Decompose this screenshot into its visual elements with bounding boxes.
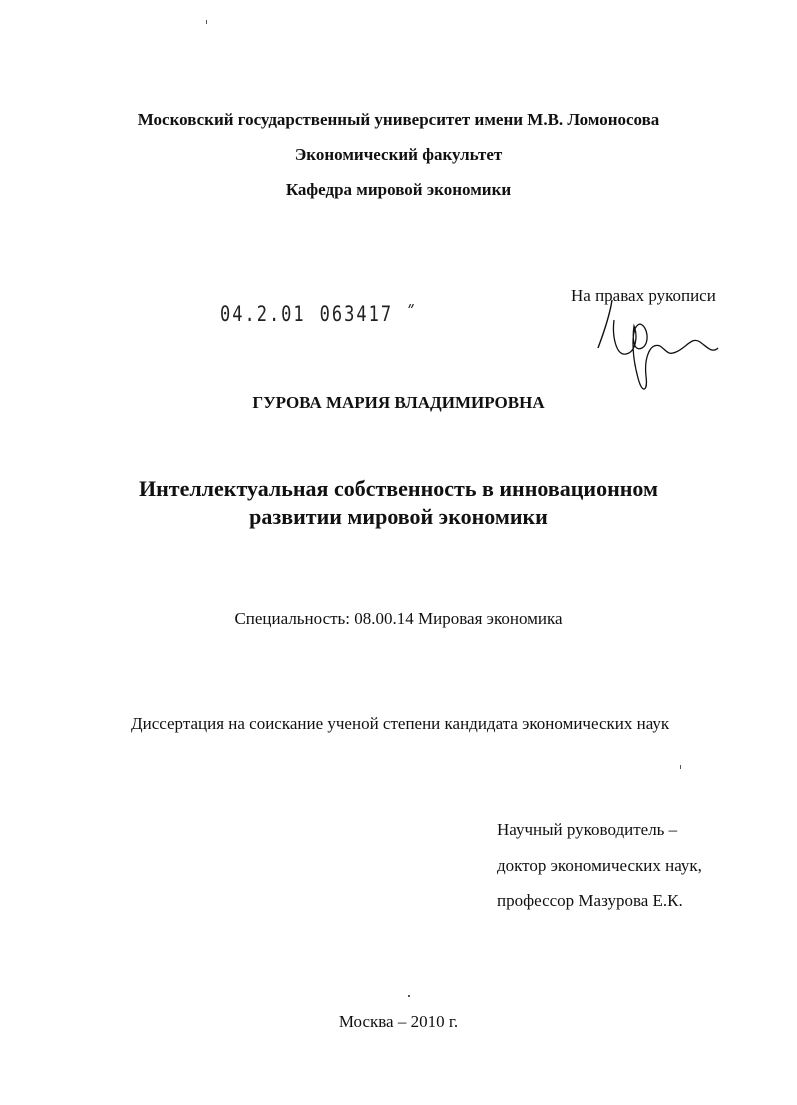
supervisor-name: профессор Мазурова Е.К. — [497, 891, 683, 910]
author-name: ГУРОВА МАРИЯ ВЛАДИМИРОВНА — [252, 393, 545, 412]
specialty: Специальность: 08.00.14 Мировая экономика — [234, 609, 563, 628]
city-year: Москва – 2010 г. — [338, 1012, 459, 1031]
stamp-mark: ˝ — [393, 302, 418, 327]
signature-stroke — [598, 300, 612, 348]
signature — [590, 296, 725, 401]
supervisor-role: Научный руководитель – — [497, 820, 678, 839]
signature-stroke — [614, 320, 719, 389]
thesis-title-line-2: развитии мировой экономики — [249, 504, 548, 529]
faculty-name: Экономический факультет — [294, 145, 503, 164]
registration-stamp — [220, 302, 418, 327]
scan-speck — [680, 765, 681, 769]
supervisor-degree: доктор экономических наук, — [497, 856, 702, 875]
scan-speck — [206, 20, 207, 24]
dissertation-statement: Диссертация на соискание ученой степени кандидата экономических наук — [131, 714, 670, 733]
scan-speck — [408, 995, 410, 997]
thesis-title-line-1: Интеллектуальная собственность в инновационном — [138, 476, 658, 501]
stamp-number: 063417 — [319, 302, 394, 327]
stamp-date: 04.2.01 — [220, 302, 306, 327]
university-name: Московский государственный университет имени М.В. Ломоносова — [137, 110, 660, 129]
department-name: Кафедра мировой экономики — [285, 180, 512, 199]
manuscript-note: На правах рукописи — [571, 286, 716, 305]
